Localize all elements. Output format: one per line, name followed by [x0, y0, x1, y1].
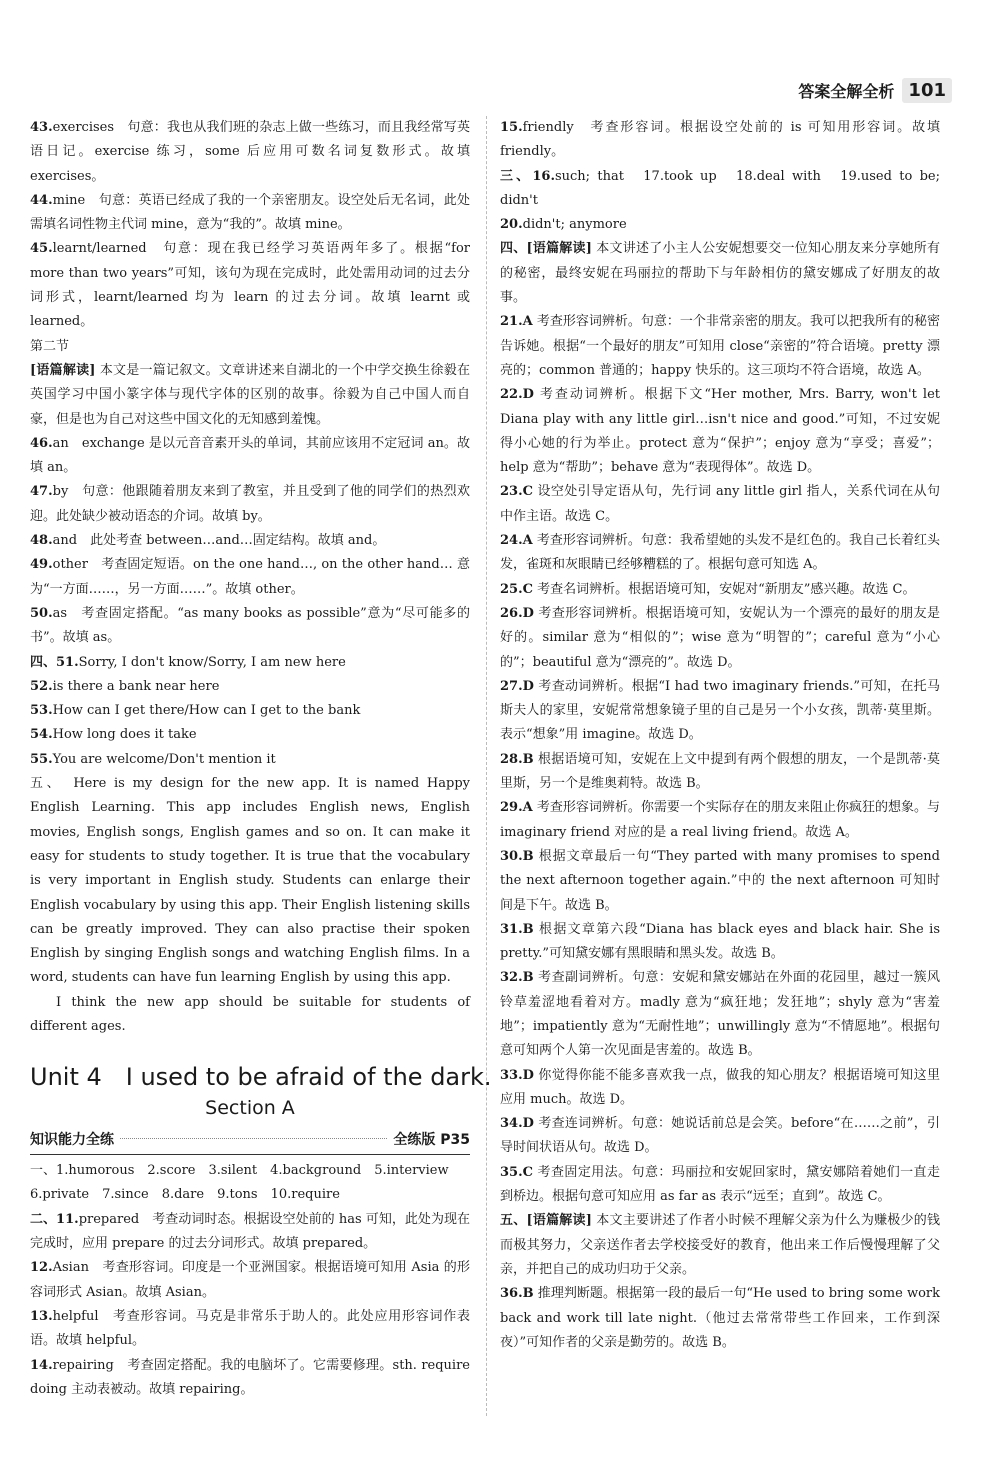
answer-item: 20.didn't; anymore: [500, 217, 627, 233]
answer-item: 52.is there a bank near here: [30, 678, 220, 694]
knowledge-bar: [30, 1128, 470, 1155]
answer-item: 46.an exchange 是以元音音素开头的单词，其前应该用不定冠词 an。故填 an。: [30, 435, 470, 476]
right-column: [500, 116, 940, 1355]
answer-item: 26.D 考查形容词辨析。根据语境可知，安妮认为一个漂亮的最好的朋友是好的。similar 意为“相似的”；wise 意为“明智的”；careful 意为“小心的”；beautiful 意为“漂亮的”。故选 D。: [500, 605, 940, 670]
answer-item: 55.You are welcome/Don't mention it: [30, 751, 276, 767]
reading-analysis: 五、[语篇解读] 本文主要讲述了作者小时候不理解父亲为什么为赚极少的钱而极其努力，父亲送作者去学校接受好的教育，他出来工作后慢慢理解了父亲，并把自己的成功归功于父亲。: [500, 1213, 940, 1277]
knowledge-ref: 全练版 P35: [393, 1131, 470, 1148]
answer-item: 32.B 考查副词辨析。句意：安妮和黛安娜站在外面的花园里，越过一簇风铃草羞涩地看着对方。madly 意为“疯狂地；发狂地”；shyly 意为“害羞地”；impatiently 意为“无耐性地”；unwillingly 意为“不情愿地”。根据句意可知两个人第一次见面是害羞的。故选 B。: [500, 970, 940, 1059]
column-divider: [486, 116, 487, 1416]
unit-title: Unit 4 I used to be afraid of the dark.: [30, 1063, 492, 1092]
answer-item: 54.How long does it take: [30, 727, 197, 743]
reading-analysis: [语篇解读] 本文是一篇记叙文。文章讲述来自湖北的一个中学交换生徐毅在英国学习中国小篆字体与现代字体的区别的故事。徐毅为自己中国人而自豪，但是也为自己对这些中国文化的无知感到羞愧。: [30, 362, 470, 427]
answer-item: 28.B 根据语境可知，安妮在上文中提到有两个假想的朋友，一个是凯蒂·莫里斯，另一个是维奥莉特。故选 B。: [500, 751, 940, 792]
answer-item: 27.D 考查动词辨析。根据“I had two imaginary friends.”可知，在托马斯夫人的家里，安妮常常想象镜子里的自己是另一个小女孩，凯蒂·莫里斯。表示“想象”用 imagine。故选 D。: [500, 678, 940, 743]
answer-item: 25.C 考查名词辨析。根据语境可知，安妮对“新朋友”感兴趣。故选 C。: [500, 581, 916, 597]
sample-essay: [30, 772, 470, 1039]
page-number: 101: [902, 78, 952, 103]
answer-item: 12.Asian 考查形容词。印度是一个亚洲国家。根据语境可知用 Asia 的形容词形式 Asian。故填 Asian。: [30, 1260, 470, 1300]
section-heading: 第二节: [30, 338, 70, 354]
answer-item: 21.A 考查形容词辨析。句意：一个非常亲密的朋友。我可以把我所有的秘密告诉她。根据“一个最好的朋友”可知用 close“亲密的”符合语境。pretty 漂亮的；common 普通的；happy 快乐的。这三项均不符合语境，故选 A。: [500, 314, 940, 378]
answer-item: 45.learnt/learned 句意：现在我已经学习英语两年多了。根据“for more than two years”可知，该句为现在完成时，此处需用动词的过去分词形式，learnt/learned 均为 learn 的过去分词。故填 learnt 或 learned。: [30, 241, 470, 330]
answer-item: 36.B 推理判断题。根据第一段的最后一句“He used to bring some work back and work till late night.（他过去常常带些工作回来，工作到深夜）”可知作者的父亲是勤劳的。故选 B。: [500, 1286, 940, 1350]
answer-item: 49.other 考查固定短语。on the one hand…, on the other hand… 意为“一方面……，另一方面……”。故填 other。: [30, 557, 470, 597]
answer-item: 33.D 你觉得你能不能多喜欢我一点，做我的知心朋友？根据语境可知这里应用 much。故选 D。: [500, 1067, 940, 1107]
essay-label: 五、: [30, 776, 57, 792]
left-column: [30, 116, 492, 1402]
answer-item: 13.helpful 考查形容词。马克是非常乐于助人的。此处应用形容词作表语。故填 helpful。: [30, 1308, 470, 1349]
answer-item: 50.as 考查固定搭配。“as many books as possible”意为“尽可能多的书”。故填 as。: [30, 605, 470, 646]
vocab-row: 6.private 7.since 8.dare 9.tons 10.require: [30, 1187, 340, 1203]
answer-item: 53.How can I get there/How can I get to the bank: [30, 703, 361, 719]
knowledge-label: 知识能力全练: [30, 1131, 114, 1148]
essay-paragraph-2: I think the new app should be suitable for students of different ages.: [30, 994, 470, 1034]
answer-item: 四、51.Sorry, I don't know/Sorry, I am new here: [30, 654, 346, 670]
answer-item: 34.D 考查连词辨析。句意：她说话前总是会笑。before“在……之前”，引导时间状语从句。故选 D。: [500, 1116, 940, 1156]
page-header: [798, 78, 952, 103]
answer-item: 43.exercises 句意：我也从我们班的杂志上做一些练习，而且我经常写英语日记。exercise 练习，some 后应用可数名词复数形式。故填 exercises。: [30, 120, 470, 184]
dotted-leader: [120, 1138, 387, 1139]
answer-item: 15.friendly 考查形容词。根据设空处前的 is 可知用形容词。故填 friendly。: [500, 120, 940, 160]
section-title: Section A: [205, 1096, 295, 1119]
answer-item: 48.and 此处考查 between…and…固定结构。故填 and。: [30, 533, 386, 549]
answer-item: 二、11.prepared 考查动词时态。根据设空处前的 has 可知，此处为现在完成时，应用 prepare 的过去分词形式。故填 prepared。: [30, 1211, 471, 1252]
answer-item: 24.A 考查形容词辨析。句意：我希望她的头发不是红色的。我自己长着红头发，雀斑和灰眼睛已经够糟糕的了。根据句意可知选 A。: [500, 533, 940, 573]
answer-item: 三、16.such; that 17.took up 18.deal with 19.used to be; didn't: [500, 168, 940, 208]
answer-item: 47.by 句意：他跟随着朋友来到了教室，并且受到了他的同学们的热烈欢迎。此处缺少被动语态的介词。故填 by。: [30, 484, 470, 524]
essay-paragraph-1: Here is my design for the new app. It is named Happy English Learning. This app includes English news, English movies, English songs, English games and so on. It can make it easy for students to study together. It is true that the vocabulary is very important in English study. Students can enlarge their English vocabulary by using this app. Their English listening skills can be greatly improved. They can also practise their spoken English by singing English songs and watching English films. In a word, students can have fun learning English by using this app.: [30, 776, 470, 986]
reading-analysis: 四、[语篇解读] 本文讲述了小主人公安妮想要交一位知心朋友来分享她所有的秘密，最终安妮在玛丽拉的帮助下与年龄相仿的黛安娜成了好朋友的故事。: [500, 241, 940, 306]
answer-item: 23.C 设空处引导定语从句，先行词 any little girl 指人，关系代词在从句中作主语。故选 C。: [500, 484, 940, 524]
answer-item: 30.B 根据文章最后一句“They parted with many promises to spend the next afternoon together again.”中的 the next afternoon 可知时间是下午。故选 B。: [500, 848, 940, 913]
header-title: 答案全解全析: [798, 82, 895, 101]
answer-item: 35.C 考查固定用法。句意：玛丽拉和安妮回家时，黛安娜陪着她们一直走到桥边。根据句意可知应用 as far as 表示“远至；直到”。故选 C。: [500, 1164, 940, 1205]
answer-item: 29.A 考查形容词辨析。你需要一个实际存在的朋友来阻止你疯狂的想象。与 imaginary friend 对应的是 a real living friend。故选 A。: [500, 800, 940, 840]
answer-item: 22.D 考查动词辨析。根据下文“Her mother, Mrs. Barry, won't let Diana play with any little girl…isn't nice and good.”可知，不过安妮得小心她的行为举止。protect 意为“保护”；enjoy 意为“享受；喜爱”；help 意为“帮助”；behave 意为“表现得体”。故选 D。: [500, 387, 940, 476]
answer-item: 31.B 根据文章第六段“Diana has black eyes and black hair. She is pretty.”可知黛安娜有黑眼睛和黑头发。故选 B。: [500, 921, 941, 962]
answer-item: 44.mine 句意：英语已经成了我的一个亲密朋友。设空处后无名词，此处需填名词性物主代词 mine，意为“我的”。故填 mine。: [30, 192, 470, 233]
vocab-row: 一、1.humorous 2.score 3.silent 4.background 5.interview: [30, 1163, 449, 1179]
answer-item: 14.repairing 考查固定搭配。我的电脑坏了。它需要修理。sth. require doing 主动表被动。故填 repairing。: [30, 1357, 470, 1397]
